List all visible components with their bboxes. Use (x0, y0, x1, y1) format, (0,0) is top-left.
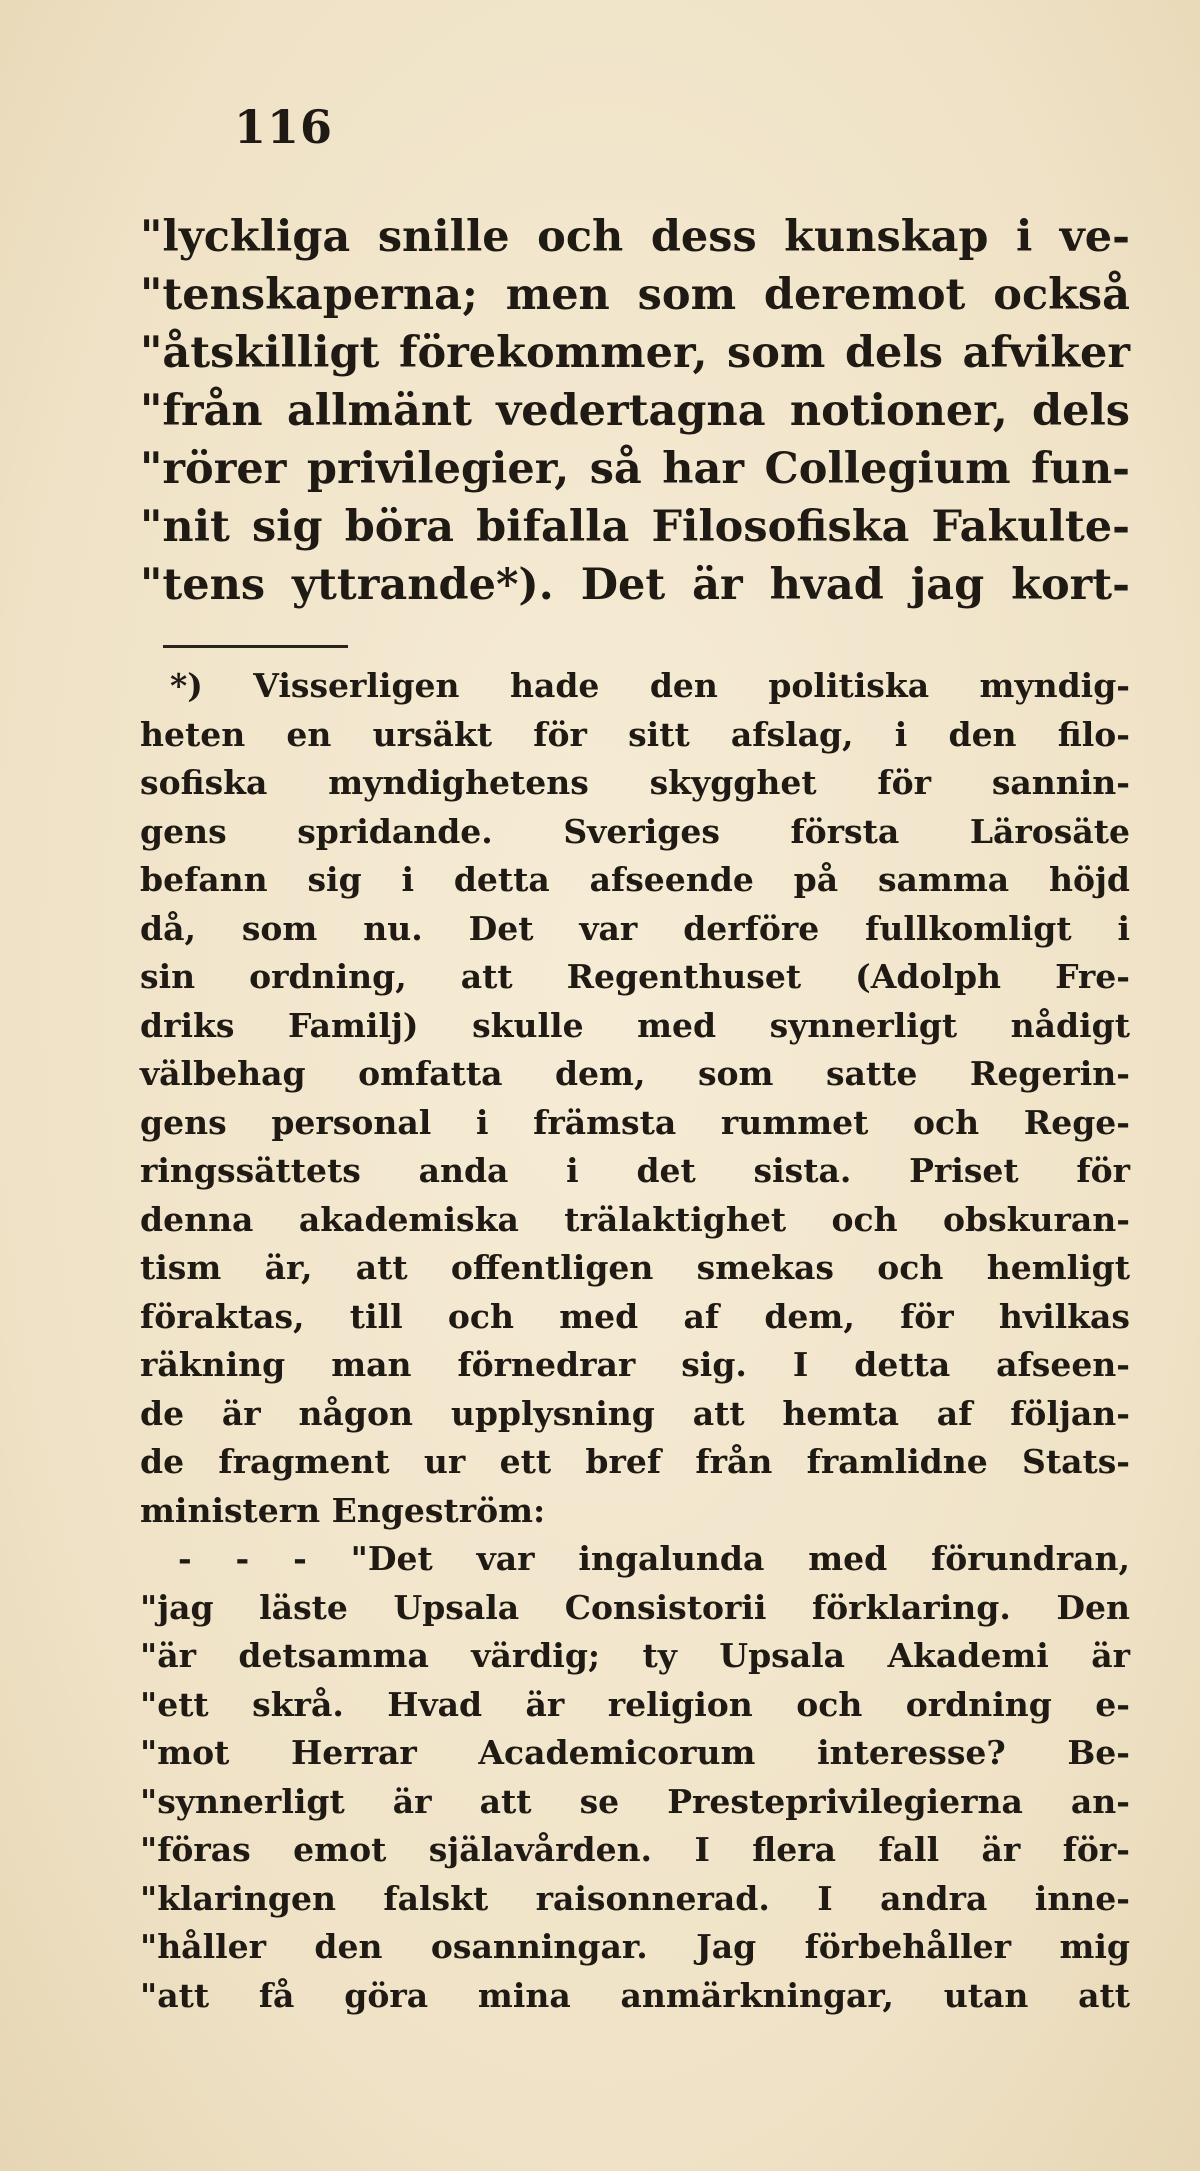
footnote-line: "synnerligt är att se Presteprivilegierna an- (140, 1781, 1130, 1821)
footnote-line: "håller den osanningar. Jag förbehåller mig (140, 1927, 1130, 1966)
footnote-line: sofiska myndighetens skygghet för sannin- (140, 763, 1130, 802)
footnote-line: gens personal i främsta rummet och Rege- (140, 1102, 1130, 1142)
main-text-line: "rörer privilegier, så har Collegium fun- (140, 444, 1130, 494)
main-text-line: "från allmänt vedertagna notioner, dels (140, 386, 1130, 436)
footnote-line: sin ordning, att Regenthuset (Adolph Fre- (140, 957, 1130, 996)
footnote-line: ministern Engeström: (140, 1490, 546, 1530)
footnote-line: driks Familj) skulle med synnerligt nådigt (140, 1005, 1130, 1045)
footnote-line: räkning man förnedrar sig. I detta afseen- (140, 1345, 1130, 1384)
footnote-line: "jag läste Upsala Consistorii förklaring. Den (140, 1587, 1130, 1627)
footnote-line: befann sig i detta afseende på samma höjd (140, 860, 1130, 899)
footnote-line: "klaringen falskt raisonnerad. I andra inne- (140, 1878, 1130, 1918)
footnote-line: "ett skrå. Hvad är religion och ordning e- (140, 1684, 1130, 1724)
footnote-line: - - - "Det var ingalunda med förundran, (178, 1539, 1130, 1578)
footnote-line: då, som nu. Det var derföre fullkomligt i (140, 908, 1130, 948)
footnote-line: "mot Herrar Academicorum interesse? Be- (140, 1733, 1130, 1772)
footnote (140, 662, 1130, 2020)
footnote-line: *) Visserligen hade den politiska myndig- (170, 666, 1130, 705)
main-text-line: "nit sig böra bifalla Filosofiska Fakulte- (140, 502, 1130, 552)
footnote-line: föraktas, till och med af dem, för hvilkas (140, 1296, 1130, 1336)
main-text-line: "tenskaperna; men som deremot också (140, 270, 1130, 320)
main-text-line: "åtskilligt förekommer, som dels afviker (140, 328, 1130, 378)
footnote-line: tism är, att offentligen smekas och hemligt (140, 1248, 1130, 1287)
footnote-line: ringssättets anda i det sista. Priset för (140, 1151, 1130, 1190)
footnote-line: de fragment ur ett bref från framlidne Stats- (140, 1442, 1130, 1481)
footnote-line: "att få göra mina anmärkningar, utan att (140, 1975, 1130, 2015)
page-number: 116 (234, 100, 334, 154)
footnote-line: "föras emot själavården. I flera fall är för- (140, 1830, 1130, 1869)
main-text-line: "lyckliga snille och dess kunskap i ve- (140, 212, 1130, 262)
footnote-line: "är detsamma värdig; ty Upsala Akademi är (140, 1636, 1130, 1675)
main-text-line: "tens yttrande*). Det är hvad jag kort- (140, 560, 1130, 610)
footnote-line: heten en ursäkt för sitt afslag, i den filo- (140, 714, 1130, 754)
footnote-line: de är någon upplysning att hemta af följan- (140, 1393, 1130, 1433)
footnote-line: denna akademiska trälaktighet och obskuran- (140, 1199, 1130, 1239)
footnote-line: gens spridande. Sveriges första Lärosäte (140, 811, 1130, 851)
main-text (140, 208, 1130, 614)
footnote-separator (163, 645, 348, 648)
footnote-line: välbehag omfatta dem, som satte Regerin- (140, 1054, 1130, 1093)
